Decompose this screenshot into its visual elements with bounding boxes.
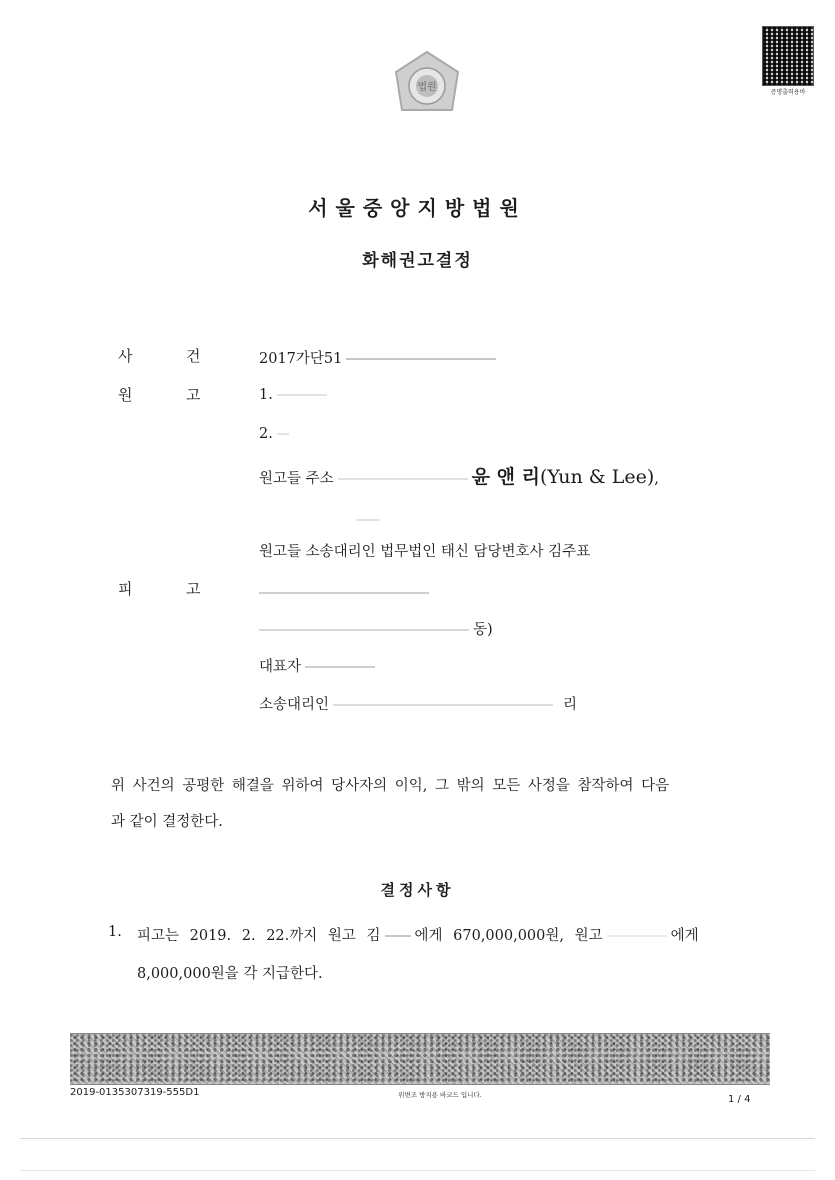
redaction-bar: [356, 519, 380, 521]
page-indicator: 1 / 4: [728, 1094, 751, 1105]
court-name: 서울중앙지방법원: [308, 196, 527, 220]
intro-line-1: 위 사건의 공평한 해결을 위하여 당사자의 이익, 그 밖의 모든 사정을 참작하여 다음: [111, 778, 670, 794]
document-id: 2019-0135307319-555D1: [70, 1087, 200, 1098]
item-1-part-c: 에게: [670, 928, 699, 944]
redaction-bar: [305, 666, 375, 668]
case-number-row: [259, 347, 500, 368]
representative-row: [259, 655, 379, 676]
qr-code: [762, 26, 814, 86]
case-label-1: 사: [118, 347, 133, 365]
plaintiff-1-row: [259, 387, 331, 403]
representative-label: 대표자: [259, 659, 302, 675]
redaction-bar: [277, 433, 289, 435]
redaction-bar: [607, 935, 667, 937]
defendant-attorney-row: [259, 693, 577, 714]
defendant-label-1: 피: [118, 580, 133, 598]
address-firm-name: 윤 앤 리: [471, 466, 540, 488]
case-number: 2017가단51: [259, 351, 343, 367]
plaintiff-1-number: 1.: [259, 387, 273, 403]
plaintiff-2-row: [259, 426, 293, 442]
scan-edge-line: [20, 1170, 815, 1171]
seal-text: 법원: [417, 82, 437, 93]
intro-line-2: 과 같이 결정한다.: [111, 814, 223, 830]
address-suffix: ,: [654, 471, 659, 487]
plaintiff-2-number: 2.: [259, 426, 273, 442]
redaction-bar: [259, 629, 469, 631]
redaction-bar: [259, 592, 429, 594]
redaction-bar: [346, 358, 496, 360]
item-1-line-2: 8,000,000원을 각 지급한다.: [137, 966, 323, 982]
defendant-attorney-suffix: 리: [563, 697, 578, 713]
defendant-address-row: [259, 618, 493, 639]
plaintiff-address-row: [259, 462, 659, 489]
defendant-label-2: 고: [186, 580, 201, 598]
plaintiff-attorney: 원고들 소송대리인 법무법인 태신 담당변호사 김주표: [259, 544, 591, 560]
defendant-address-suffix: 동): [473, 622, 493, 638]
plaintiff-label-2: 고: [186, 386, 201, 404]
redaction-bar: [385, 935, 411, 937]
item-1-part-b: 에게 670,000,000원, 원고: [414, 928, 603, 944]
defendant-attorney-label: 소송대리인: [259, 697, 330, 713]
address-firm-en: (Yun & Lee): [539, 466, 655, 488]
item-1-line-1: [137, 924, 699, 945]
anti-forgery-barcode: [70, 1033, 770, 1085]
item-1-number: 1.: [108, 924, 122, 940]
item-1-part-a: 피고는 2019. 2. 22.까지 원고 김: [137, 928, 381, 944]
redaction-bar: [277, 394, 327, 396]
redaction-bar: [333, 704, 553, 706]
plaintiff-label-1: 원: [118, 386, 133, 404]
document-title: 화해권고결정: [362, 251, 473, 271]
qr-caption: 증명출력용바: [770, 89, 806, 96]
barcode-caption: 위변조 방지용 바코드 입니다.: [398, 1091, 482, 1099]
court-seal: [388, 48, 466, 126]
section-title: 결정사항: [380, 881, 455, 899]
address-label: 원고들 주소: [259, 471, 334, 487]
case-label-2: 건: [186, 347, 201, 365]
scan-edge-line: [20, 1138, 815, 1139]
court-seal-emblem: [388, 48, 466, 126]
redaction-bar: [338, 478, 468, 480]
